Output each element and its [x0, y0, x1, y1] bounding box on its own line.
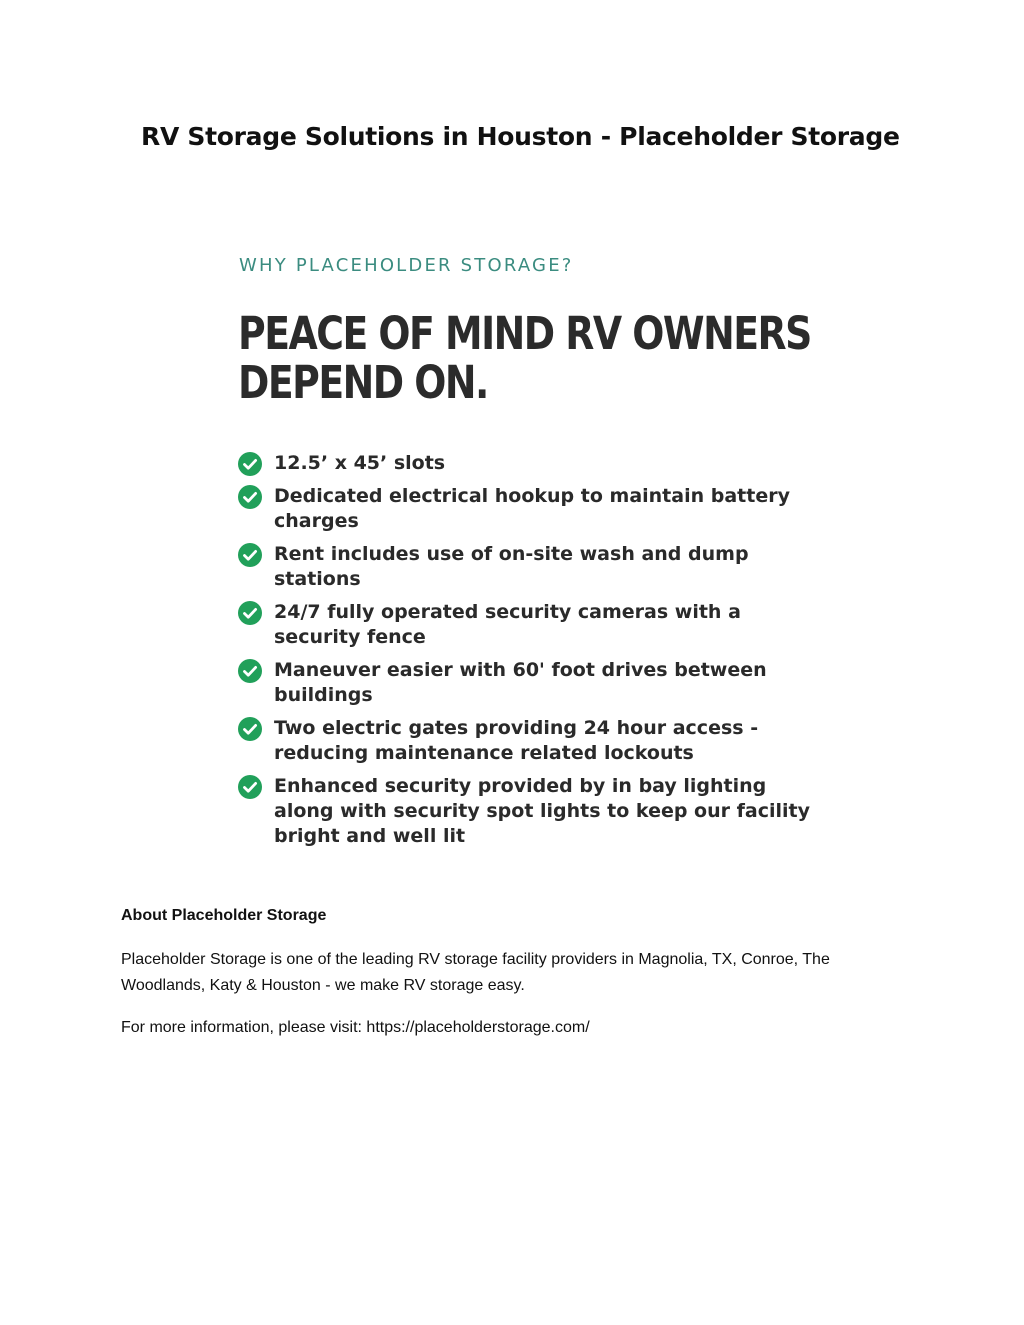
feature-item: [238, 716, 818, 766]
feature-text: Dedicated electrical hookup to maintain battery charges: [274, 485, 790, 532]
check-circle-icon: [238, 659, 262, 683]
promo-eyebrow: WHY PLACEHOLDER STORAGE?: [239, 255, 574, 276]
promo-headline-line-1: PEACE OF MIND RV OWNERS: [238, 307, 811, 360]
about-body: Placeholder Storage is one of the leading RV storage facility providers in Magnolia, TX, Conroe, The Woodlands, Katy & Houston - we make RV storage easy.: [121, 951, 830, 994]
more-info-text: For more information, please visit: https://placeholderstorage.com/: [121, 1019, 590, 1036]
check-circle-icon: [238, 601, 262, 625]
feature-text: Enhanced security provided by in bay lighting along with security spot lights to keep our facility bright and well lit: [274, 775, 810, 847]
promo-image: [238, 250, 818, 847]
check-circle-icon: [238, 717, 262, 741]
feature-text: 24/7 fully operated security cameras with a security fence: [274, 601, 741, 648]
feature-item: [238, 542, 818, 592]
about-heading: About Placeholder Storage: [121, 907, 327, 924]
check-circle-icon: [238, 452, 262, 476]
promo-headline-line-2: DEPEND ON.: [238, 356, 488, 409]
feature-item: [238, 451, 818, 476]
promo-headline: [238, 309, 818, 407]
feature-text: Two electric gates providing 24 hour access - reducing maintenance related lockouts: [274, 717, 759, 764]
feature-item: [238, 484, 818, 534]
feature-text: Maneuver easier with 60' foot drives between buildings: [274, 659, 767, 706]
feature-item: [238, 774, 818, 849]
feature-text: 12.5’ x 45’ slots: [274, 452, 446, 474]
check-circle-icon: [238, 775, 262, 799]
feature-list: [238, 451, 818, 857]
check-circle-icon: [238, 485, 262, 509]
feature-item: [238, 658, 818, 708]
about-section: [121, 907, 901, 1041]
page-title: RV Storage Solutions in Houston - Placeholder Storage: [141, 122, 900, 151]
check-circle-icon: [238, 543, 262, 567]
feature-item: [238, 600, 818, 650]
feature-text: Rent includes use of on-site wash and dump stations: [274, 543, 749, 590]
